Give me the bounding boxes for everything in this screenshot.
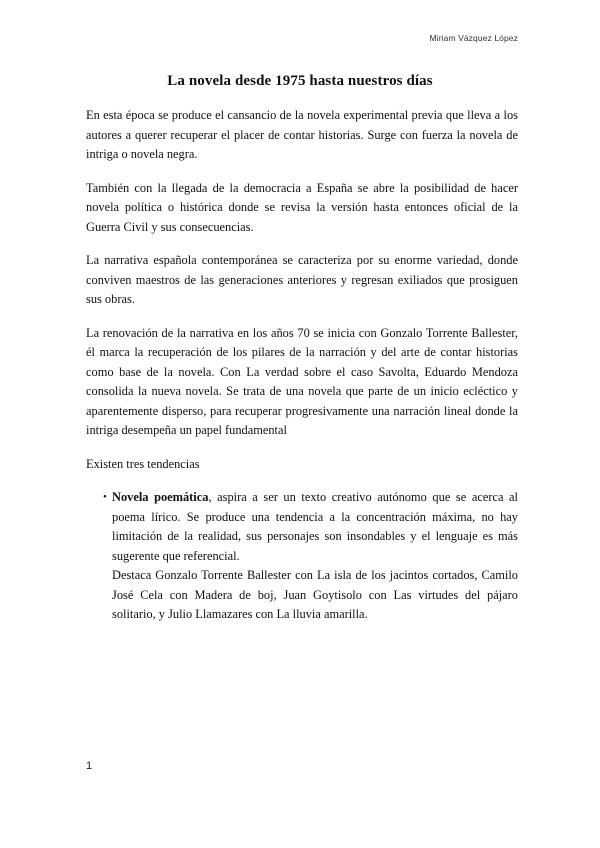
tendency-term: Novela poemática	[112, 490, 209, 504]
tendencies-intro: Existen tres tendencias	[86, 456, 200, 471]
paragraph: También con la llegada de la democracia a España se abre la posibilidad de hacer novela política o histórica donde se revisa la versión hasta entonces oficial de la Guerra Civil y sus consecuencias.	[86, 180, 518, 234]
bullet-icon: •	[103, 491, 107, 503]
tendency-text	[112, 488, 518, 566]
tendencies-list	[86, 488, 518, 625]
document-title: La novela desde 1975 hasta nuestros días	[167, 73, 433, 89]
page-number: 1	[86, 760, 93, 772]
paragraph: La renovación de la narrativa en los años 70 se inicia con Gonzalo Torrente Ballester, él marca la recuperación de los pilares de la narración y del arte de contar historias como base de la novela. Con La verdad sobre el caso Savolta, Eduardo Mendoza consolida la nueva novela. Se trata de una novela que parte de un inicio ecléctico y aparentemente disperso, para recuperar progresivamente una narración lineal donde la intriga desempeña un papel fundamental	[86, 325, 518, 437]
paragraph: En esta época se produce el cansancio de la novela experimental previa que lleva a los autores a querer recuperar el placer de contar historias. Surge con fuerza la novela de intriga o novela negra.	[86, 108, 518, 161]
header-author: Miriam Vázquez López	[429, 33, 518, 43]
paragraph: La narrativa española contemporánea se caracteriza por su enorme variedad, donde conviven maestros de las generaciones anteriores y regresan exiliados que prosiguen sus obras.	[86, 253, 518, 306]
tendency-description: , aspira a ser un texto creativo autónomo que se acerca al poema lírico. Se produce una tendencia a la concentración máxima, no hay limitación de la realidad, sus personajes son insondables y el lenguaje es más sugerente que referencial.	[112, 490, 518, 563]
document-body	[86, 106, 518, 625]
list-item	[86, 488, 518, 625]
tendency-examples: Destaca Gonzalo Torrente Ballester con La isla de los jacintos cortados, Camilo José Cela con Madera de boj, Juan Goytisolo con Las virtudes del pájaro solitario, y Julio Llamazares con La lluvia amarilla.	[112, 568, 518, 621]
